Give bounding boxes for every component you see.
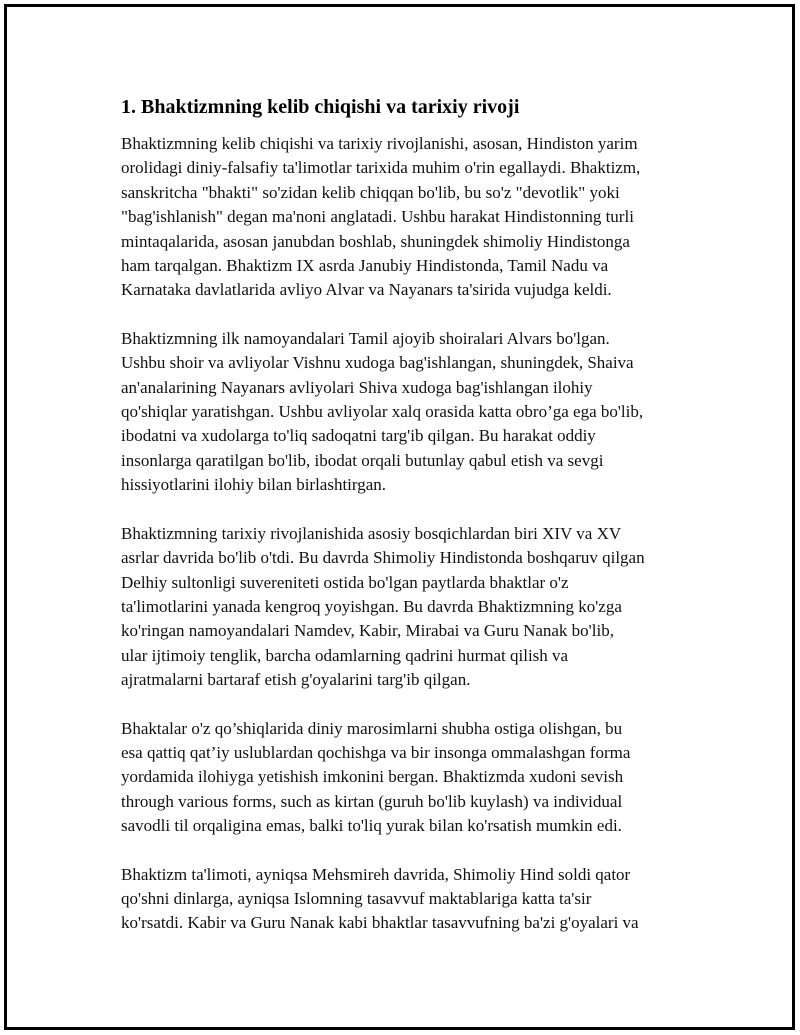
text-line: ular ijtimoiy tenglik, barcha odamlarning qadrini hurmat qilish va <box>121 645 569 665</box>
text-line: Bhaktizmning tarixiy rivojlanishida asosiy bosqichlardan biri XIV va XV <box>121 523 622 543</box>
text-line: insonlarga qaratilgan bo'lib, ibodat orqali butunlay qabul etish va sevgi <box>121 450 604 470</box>
paragraph-list <box>121 132 696 936</box>
text-line: through various forms, such as kirtan (guruh bo'lib kuylash) va individual <box>121 791 623 811</box>
text-line: Bhaktizmning ilk namoyandalari Tamil ajoyib shoiralari Alvars bo'lgan. <box>121 328 610 348</box>
paragraph <box>121 327 696 498</box>
text-line: Delhiy sultonligi suvereniteti ostida bo'lgan paytlarda bhaktlar o'z <box>121 572 569 592</box>
text-line: Bhaktizmning kelib chiqishi va tarixiy rivojlanishi, asosan, Hindiston yarim <box>121 134 638 153</box>
paragraph <box>121 132 696 303</box>
text-line: ham tarqalgan. Bhaktizm IX asrda Janubiy Hindistonda, Tamil Nadu va <box>121 256 609 276</box>
text-line: qo'shni dinlarga, ayniqsa Islomning tasavvuf maktablariga katta ta'sir <box>121 888 592 908</box>
text-line: qo'shiqlar yaratishgan. Ushbu avliyolar xalq orasida katta obro’ga ega bo'lib, <box>121 402 644 422</box>
page-frame <box>4 4 795 1030</box>
text-line: esa qattiq qat’iy uslublardan qochishga va bir insonga ommalashgan forma <box>121 742 631 762</box>
text-line: yordamida ilohiyga yetishish imkonini bergan. Bhaktizmda xudoni sevish <box>121 767 624 787</box>
paragraph <box>121 522 696 693</box>
text-line: ko'ringan namoyandalari Namdev, Kabir, Mirabai va Guru Nanak bo'lib, <box>121 621 614 641</box>
text-line: ibodatni va xudolarga to'liq sadoqatni targ'ib qilgan. Bu harakat oddiy <box>121 426 596 446</box>
text-line: ajratmalarni bartaraf etish g'oyalarini targ'ib qilgan. <box>121 670 471 690</box>
section-heading: 1. Bhaktizmning kelib chiqishi va tarixiy rivoji <box>121 96 520 118</box>
text-line: ta'limotlarini yanada kengroq yoyishgan. Bu davrda Bhaktizmning ko'zga <box>121 596 622 616</box>
text-line: Bhaktizm ta'limoti, ayniqsa Mehsmireh davrida, Shimoliy Hind soldi qator <box>121 864 631 884</box>
text-line: an'analarining Nayanars avliyolari Shiva xudoga bag'ishlangan ilohiy <box>121 377 593 397</box>
text-line: Karnataka davlatlarida avliyo Alvar va Nayanars ta'sirida vujudga keldi. <box>121 280 612 300</box>
text-line: Bhaktalar o'z qo’shiqlarida diniy marosimlarni shubha ostiga olishgan, bu <box>121 718 623 738</box>
text-line: hissiyotlarini ilohiy bilan birlashtirgan. <box>121 475 387 495</box>
text-line: Ushbu shoir va avliyolar Vishnu xudoga bag'ishlangan, shuningdek, Shaiva <box>121 353 634 373</box>
paragraph <box>121 717 696 839</box>
paragraph <box>121 863 696 936</box>
text-line: ko'rsatdi. Kabir va Guru Nanak kabi bhaktlar tasavvufning ba'zi g'oyalari va <box>121 913 639 933</box>
text-line: savodli til orqaligina emas, balki to'liq yurak bilan ko'rsatish mumkin edi. <box>121 816 622 836</box>
text-line: sanskritcha "bhakti" so'zidan kelib chiqqan bo'lib, bu so'z "devotlik" yoki <box>121 182 620 202</box>
text-line: mintaqalarida, asosan janubdan boshlab, shuningdek shimoliy Hindistonga <box>121 231 630 251</box>
text-line: asrlar davrida bo'lib o'tdi. Bu davrda Shimoliy Hindistonda boshqaruv qilgan <box>121 548 645 568</box>
document-body <box>121 95 696 960</box>
text-line: orolidagi diniy-falsafiy ta'limotlar tarixida muhim o'rin egallaydi. Bhaktizm, <box>121 158 641 178</box>
text-line: "bag'ishlanish" degan ma'noni anglatadi. Ushbu harakat Hindistonning turli <box>121 207 634 227</box>
